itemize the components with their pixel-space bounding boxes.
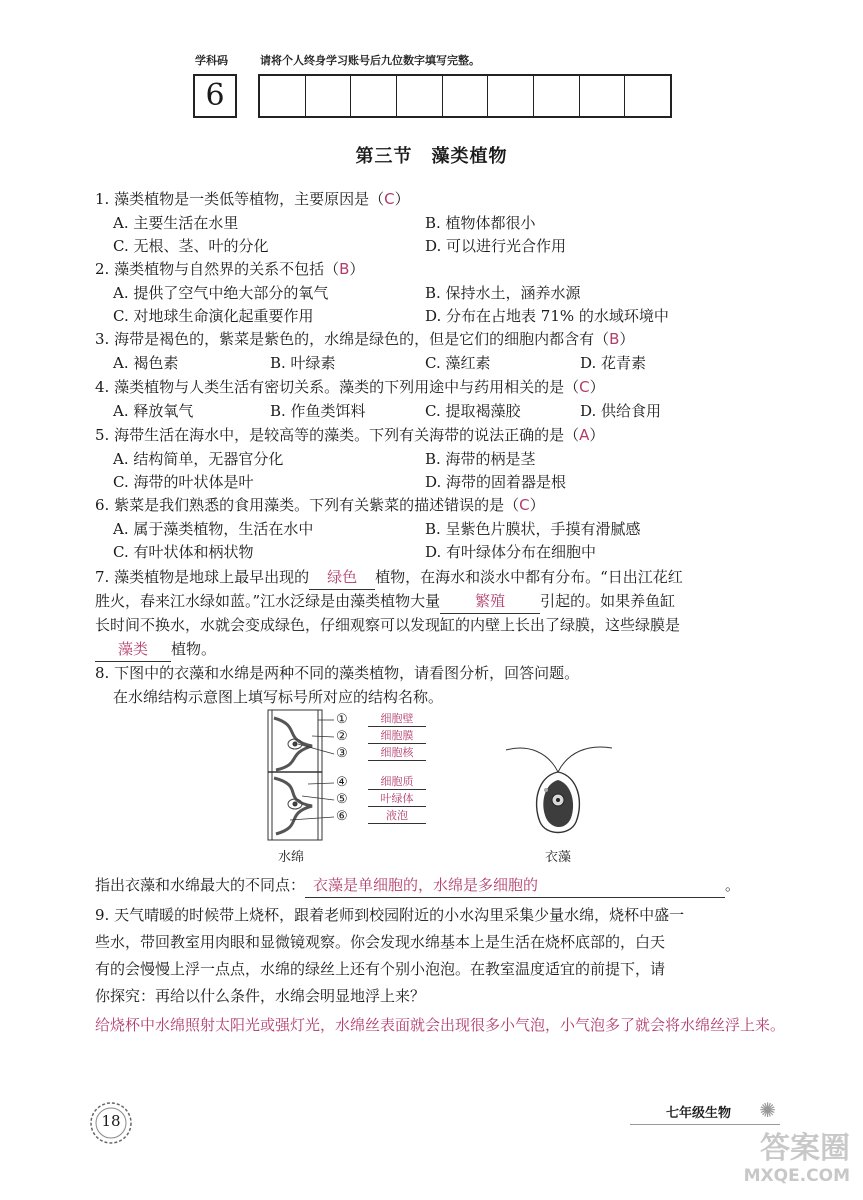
question-4-answer: C — [579, 378, 590, 396]
question-3-answer: B — [609, 330, 620, 348]
q4-option-a: A. 释放氧气 — [113, 402, 194, 420]
q2-option-c: C. 对地球生命演化起重要作用 — [113, 307, 314, 325]
question-1-stem: 1. 藻类植物是一类低等植物，主要原因是（C） — [95, 190, 410, 208]
q2-option-a: A. 提供了空气中绝大部分的氧气 — [113, 284, 329, 302]
question-3-stem: 3. 海带是褐色的，紫菜是紫色的，水绵是绿色的，但是它们的细胞内都含有（B） — [95, 330, 635, 348]
id-digit-box[interactable] — [306, 76, 352, 116]
q6-option-c: C. 有叶状体和柄状物 — [113, 543, 254, 561]
label-num-1: ① — [336, 712, 348, 727]
q5-option-d: D. 海带的固着器是根 — [425, 473, 567, 491]
id-instruction: 请将个人终身学习账号后九位数字填写完整。 — [260, 54, 480, 67]
q4-option-b: B. 作鱼类饵料 — [270, 402, 366, 420]
caption-spirogyra: 水绵 — [278, 850, 305, 865]
id-digit-box[interactable] — [488, 76, 534, 116]
page-number: 18 — [101, 1112, 121, 1130]
subject-code-box: 6 — [193, 74, 237, 118]
id-digit-box[interactable] — [625, 76, 670, 116]
watermark-line2: MXQE.COM — [743, 1166, 850, 1186]
q3-option-a: A. 褐色素 — [113, 354, 179, 372]
q1-option-b: B. 植物体都很小 — [425, 214, 536, 232]
id-digit-box[interactable] — [397, 76, 443, 116]
q3-option-d: D. 花青素 — [580, 354, 647, 372]
q8-difference: 指出衣藻和水绵最大的不同点： 衣藻是单细胞的，水绵是多细胞的 。 — [95, 874, 740, 898]
id-digit-box[interactable] — [351, 76, 397, 116]
question-2-stem: 2. 藻类植物与自然界的关系不包括（B） — [95, 260, 365, 278]
q4-option-d: D. 供给食用 — [580, 402, 662, 420]
q2-option-d: D. 分布在占地表 71% 的水域环境中 — [425, 307, 669, 325]
gear-icon: ✺ — [759, 1098, 776, 1122]
q7-blank-3[interactable]: 藻类 — [95, 638, 171, 662]
label-num-3: ③ — [336, 746, 348, 761]
spirogyra-filament — [268, 710, 322, 840]
question-1-answer: C — [384, 190, 395, 208]
question-6-stem: 6. 紫菜是我们熟悉的食用藻类。下列有关紫菜的描述错误的是（C） — [95, 496, 545, 514]
question-9-line3: 有的会慢慢上浮一点点，水绵的绿丝上还有个别小泡泡。在教室温度适宜的前提下，请 — [95, 960, 666, 978]
label-num-2: ② — [336, 729, 348, 744]
question-5-stem: 5. 海带生活在海水中，是较高等的藻类。下列有关海带的说法正确的是（A） — [95, 426, 605, 444]
subject-code-label: 学科码 — [195, 54, 228, 67]
q1-option-a: A. 主要生活在水里 — [113, 214, 239, 232]
q4-option-c: C. 提取褐藻胶 — [425, 402, 521, 420]
id-digit-box[interactable] — [443, 76, 489, 116]
question-7-line2: 胜火，春来江水绿如蓝。”江水泛绿是由藻类植物大量 繁殖 引起的。如果养鱼缸 — [95, 590, 675, 614]
book-label-bar — [630, 1098, 780, 1125]
label-answer-4[interactable]: 细胞质 — [368, 775, 426, 790]
q1-option-d: D. 可以进行光合作用 — [425, 237, 567, 255]
q1-option-c: C. 无根、茎、叶的分化 — [113, 237, 269, 255]
question-7-line3: 长时间不换水，水就会变成绿色，仔细观察可以发现缸的内壁上长出了绿膜，这些绿膜是 — [95, 616, 681, 634]
id-digit-box[interactable] — [580, 76, 626, 116]
q5-option-a: A. 结构简单，无器官分化 — [113, 450, 284, 468]
q6-option-a: A. 属于藻类植物，生活在水中 — [113, 520, 314, 538]
question-7-line4: 藻类 植物。 — [95, 638, 216, 662]
label-answer-1[interactable]: 细胞壁 — [368, 712, 426, 727]
question-7-line1: 7. 藻类植物是地球上最早出现的 绿色 植物，在海水和淡水中都有分布。“日出江花红 — [95, 566, 683, 590]
question-5-answer: A — [579, 426, 590, 444]
label-answer-5[interactable]: 叶绿体 — [368, 792, 426, 807]
label-num-4: ④ — [336, 775, 348, 790]
question-4-stem: 4. 藻类植物与人类生活有密切关系。藻类的下列用途中与药用相关的是（C） — [95, 378, 605, 396]
q3-option-b: B. 叶绿素 — [270, 354, 336, 372]
q6-option-d: D. 有叶绿体分布在细胞中 — [425, 543, 597, 561]
label-answer-2[interactable]: 细胞膜 — [368, 729, 426, 744]
q5-option-b: B. 海带的柄是茎 — [425, 450, 536, 468]
watermark — [700, 1132, 850, 1186]
question-6-answer: C — [519, 496, 530, 514]
label-num-5: ⑤ — [336, 792, 348, 807]
id-digit-box[interactable] — [260, 76, 306, 116]
id-digit-box[interactable] — [534, 76, 580, 116]
q2-option-b: B. 保持水土，涵养水源 — [425, 284, 581, 302]
q7-blank-1[interactable]: 绿色 — [309, 566, 375, 590]
q3-option-c: C. 藻红素 — [425, 354, 491, 372]
question-9-line1: 9. 天气晴暖的时候带上烧杯，跟着老师到校园附近的小水沟里采集少量水绵，烧杯中盛一 — [95, 906, 685, 924]
caption-chlamydomonas: 衣藻 — [545, 850, 572, 865]
question-2-answer: B — [339, 260, 350, 278]
label-answer-3[interactable]: 细胞核 — [368, 746, 426, 761]
q5-option-c: C. 海带的叶状体是叶 — [113, 473, 254, 491]
q7-blank-2[interactable]: 繁殖 — [440, 590, 540, 614]
question-9-line2: 些水，带回教室用肉眼和显微镜观察。你会发现水绵基本上是生活在烧杯底部的，白天 — [95, 933, 666, 951]
question-8-line1: 8. 下图中的衣藻和水绵是两种不同的藻类植物，请看图分析，回答问题。 — [95, 664, 580, 682]
question-8-line2: 在水绵结构示意图上填写标号所对应的结构名称。 — [113, 688, 444, 706]
label-answer-6[interactable]: 液泡 — [368, 809, 426, 824]
q8-difference-answer[interactable]: 衣藻是单细胞的，水绵是多细胞的 — [305, 874, 725, 898]
watermark-line1: 答案圈 — [760, 1131, 850, 1166]
q6-option-b: B. 呈紫色片膜状，手摸有滑腻感 — [425, 520, 641, 538]
question-9-answer: 给烧杯中水绵照射太阳光或强灯光，水绵丝表面就会出现很多小气泡，小气泡多了就会将水绵丝浮上来。 — [95, 1016, 786, 1034]
chlamydomonas-diagram — [498, 736, 618, 848]
book-label: 七年级生物 — [666, 1106, 732, 1121]
id-input-boxes[interactable] — [258, 74, 672, 118]
section-title: 第三节 藻类植物 — [355, 146, 508, 167]
question-9-line4: 你探究：再给以什么条件，水绵会明显地浮上来？ — [95, 987, 426, 1005]
label-num-6: ⑥ — [336, 809, 348, 824]
